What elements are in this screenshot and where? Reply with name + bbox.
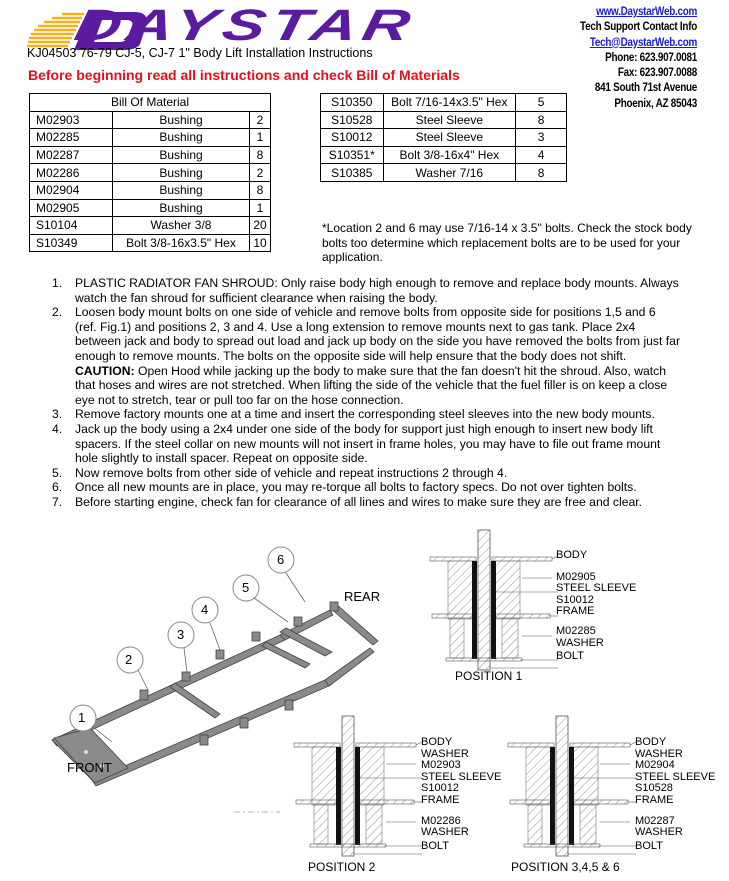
instruction-step bbox=[30, 466, 680, 481]
label-steel-sleeve: STEEL SLEEVE bbox=[421, 770, 502, 783]
label-steel-sleeve: STEEL SLEEVE bbox=[556, 582, 637, 595]
table-header-row bbox=[30, 94, 271, 112]
step-number: 2. bbox=[52, 305, 63, 320]
fax-number: Fax: 623.907.0088 bbox=[617, 67, 697, 80]
label-lower-bushing: M02285 bbox=[556, 624, 596, 637]
part-number: M02903 bbox=[30, 111, 113, 129]
label-bolt: BOLT bbox=[421, 839, 449, 852]
instruction-step bbox=[30, 480, 680, 495]
instruction-step bbox=[30, 276, 680, 305]
divider-line bbox=[234, 810, 284, 814]
step-number: 6. bbox=[52, 480, 63, 495]
bill-of-material-table-left bbox=[29, 93, 271, 252]
front-label: FRONT bbox=[67, 760, 112, 775]
step-number: 1. bbox=[52, 276, 63, 290]
address-line-2: Phoenix, AZ 85043 bbox=[614, 97, 697, 110]
website-link[interactable]: www.DaystarWeb.com bbox=[596, 6, 697, 18]
table-row bbox=[30, 129, 271, 147]
part-number: M02285 bbox=[30, 129, 113, 147]
contact-block bbox=[580, 5, 697, 112]
label-bushing: M02904 bbox=[635, 759, 675, 772]
table-row bbox=[321, 94, 567, 112]
diagram-labels bbox=[556, 550, 636, 663]
body-mount-cross-section-icon bbox=[294, 716, 424, 866]
instruction-list bbox=[30, 276, 680, 510]
label-washer: WASHER bbox=[635, 747, 683, 760]
step-number: 7. bbox=[52, 494, 63, 509]
label-frame: FRAME bbox=[635, 793, 674, 806]
part-number: S10350 bbox=[321, 94, 384, 112]
label-steel-sleeve: STEEL SLEEVE bbox=[635, 770, 716, 783]
label-bushing: M02905 bbox=[556, 570, 596, 583]
table-row bbox=[321, 164, 567, 182]
label-washer: WASHER bbox=[421, 747, 469, 760]
part-qty: 20 bbox=[250, 217, 271, 235]
step-number: 4. bbox=[52, 421, 63, 436]
step-text: Before starting engine, check fan for clearance of all lines and wires to make sure they are free and clear. bbox=[75, 494, 643, 509]
step-number: 3. bbox=[52, 407, 63, 422]
part-description: Washer 7/16 bbox=[383, 164, 516, 182]
part-description: Bolt 7/16-14x3.5" Hex bbox=[383, 94, 516, 112]
part-description: Bushing bbox=[113, 129, 250, 147]
part-description: Washer 3/8 bbox=[113, 217, 250, 235]
part-qty: 1 bbox=[250, 199, 271, 217]
warning-banner: Before beginning read all instructions and check Bill of Materials bbox=[28, 67, 460, 83]
table-row bbox=[30, 181, 271, 199]
diagram-caption: POSITION 2 bbox=[308, 860, 376, 874]
table-row bbox=[30, 217, 271, 235]
part-number: S10349 bbox=[30, 234, 113, 252]
label-washer: WASHER bbox=[556, 636, 604, 649]
part-qty: 4 bbox=[516, 146, 567, 164]
part-number: M02904 bbox=[30, 181, 113, 199]
caution-label: CAUTION: bbox=[75, 363, 135, 378]
email-link[interactable]: Tech@DaystarWeb.com bbox=[589, 36, 697, 49]
rear-label: REAR bbox=[344, 589, 381, 604]
table-row bbox=[30, 234, 271, 252]
callout-1: 1 bbox=[78, 710, 86, 725]
table-row bbox=[321, 111, 567, 129]
label-lower-bushing: M02287 bbox=[635, 814, 675, 827]
part-qty: 2 bbox=[250, 111, 271, 129]
part-number: S10385 bbox=[321, 164, 384, 182]
part-description: Bushing bbox=[113, 111, 250, 129]
callout-3: 3 bbox=[177, 627, 185, 642]
part-number: M02905 bbox=[30, 199, 113, 217]
label-bolt: BOLT bbox=[556, 650, 584, 663]
bill-of-material-table-right bbox=[320, 93, 567, 182]
part-qty: 8 bbox=[516, 111, 567, 129]
callout-6: 6 bbox=[277, 552, 285, 567]
diagram-labels bbox=[421, 737, 501, 852]
label-lower-bushing: M02286 bbox=[421, 814, 461, 827]
part-qty: 1 bbox=[250, 129, 271, 147]
table-row bbox=[30, 111, 271, 129]
instruction-step bbox=[30, 407, 680, 422]
step-text: PLASTIC RADIATOR FAN SHROUD: Only raise body high enough to remove and replace body mounts. Always watch the fan shroud for sufficient clearance when raising the body. bbox=[75, 276, 679, 305]
part-description: Bushing bbox=[113, 146, 250, 164]
part-number: S10528 bbox=[321, 111, 384, 129]
part-number: M02287 bbox=[30, 146, 113, 164]
part-description: Bolt 3/8-16x3.5" Hex bbox=[113, 234, 250, 252]
logo-text: DAYSTAR bbox=[70, 1, 421, 50]
step-text: Loosen body mount bolts on one side of vehicle and remove bolts from opposite side for positions 1,5 and 6 (ref. Fig.1) and positions 2, 3 and 4. Use a long extension to remove mounts next to gas tank. Place 2x4 between jack and body to spread out load and jack up body on the side you have removed the bolts from just far enough to remove mounts. The bolts on the opposite side will help ensure that the body does not shift. bbox=[75, 305, 681, 363]
body-mount-cross-section-icon bbox=[430, 530, 560, 680]
label-body: BODY bbox=[635, 736, 667, 748]
table-title: Bill Of Material bbox=[30, 94, 271, 112]
part-number: M02286 bbox=[30, 164, 113, 182]
diagram-caption: POSITION 1 bbox=[455, 669, 523, 683]
part-qty: 8 bbox=[250, 146, 271, 164]
step-text: Jack up the body using a 2x4 under one side of the body for support just high enough to insert new body lift spacers. If the steel collar on new mounts will not insert in frame holes, you may have to file out frame mount hole slightly to install spacer. Repeat on opposite side. bbox=[75, 421, 661, 466]
body-mount-cross-section-icon bbox=[508, 716, 638, 866]
part-qty: 2 bbox=[250, 164, 271, 182]
phone-number: Phone: 623.907.0081 bbox=[605, 51, 697, 64]
table-row bbox=[321, 146, 567, 164]
address-line-1: 841 South 71st Avenue bbox=[594, 82, 697, 95]
part-description: Bushing bbox=[113, 164, 250, 182]
diagram-caption: POSITION 3,4,5 & 6 bbox=[511, 860, 620, 874]
instruction-step bbox=[30, 422, 680, 466]
table-row bbox=[30, 164, 271, 182]
callout-2: 2 bbox=[125, 652, 133, 667]
part-qty: 8 bbox=[250, 181, 271, 199]
part-description: Bushing bbox=[113, 181, 250, 199]
instruction-step bbox=[30, 495, 680, 510]
label-sleeve-part: S10012 bbox=[556, 593, 594, 606]
label-body: BODY bbox=[556, 549, 588, 561]
table-row bbox=[321, 129, 567, 147]
step-text: Remove factory mounts one at a time and insert the corresponding steel sleeves into the new body mounts. bbox=[75, 407, 655, 422]
step-number: 5. bbox=[52, 465, 63, 480]
step-text: Now remove bolts from other side of vehicle and repeat instructions 2 through 4. bbox=[75, 465, 508, 480]
part-number: S10351* bbox=[321, 146, 384, 164]
table-row bbox=[30, 146, 271, 164]
bolt-footnote: *Location 2 and 6 may use 7/16-14 x 3.5" bolts. Check the stock body bolts too determine which replacement bolts are to be used for your application. bbox=[322, 221, 692, 264]
table-row bbox=[30, 199, 271, 217]
callout-4: 4 bbox=[201, 602, 209, 617]
part-number: S10012 bbox=[321, 129, 384, 147]
label-bushing: M02903 bbox=[421, 759, 461, 772]
part-description: Steel Sleeve bbox=[383, 111, 516, 129]
label-lower-washer: WASHER bbox=[421, 826, 469, 839]
part-description: Bolt 3/8-16x4" Hex bbox=[383, 146, 516, 164]
callout-5: 5 bbox=[242, 580, 250, 595]
part-qty: 8 bbox=[516, 164, 567, 182]
part-qty: 3 bbox=[516, 129, 567, 147]
part-description: Bushing bbox=[113, 199, 250, 217]
label-frame: FRAME bbox=[556, 605, 595, 618]
part-description: Steel Sleeve bbox=[383, 129, 516, 147]
document-subtitle: KJ04503 76-79 CJ-5, CJ-7 1" Body Lift Installation Instructions bbox=[27, 46, 373, 60]
label-bolt: BOLT bbox=[635, 839, 663, 852]
part-number: S10104 bbox=[30, 217, 113, 235]
contact-heading: Tech Support Contact Info bbox=[580, 21, 697, 34]
label-body: BODY bbox=[421, 736, 453, 748]
label-lower-washer: WASHER bbox=[635, 826, 683, 839]
diagram-labels bbox=[635, 737, 715, 852]
label-sleeve-part: S10528 bbox=[635, 782, 673, 795]
step-text: Once all new mounts are in place, you may re-torque all bolts to factory specs. Do not over tighten bolts. bbox=[75, 480, 637, 495]
label-sleeve-part: S10012 bbox=[421, 782, 459, 795]
instruction-step bbox=[30, 305, 680, 407]
part-qty: 10 bbox=[250, 234, 271, 252]
part-qty: 5 bbox=[516, 94, 567, 112]
caution-text: Open Hood while jacking up the body to make sure that the fan doesn't hit the shroud. Also, watch that hoses and wires are not stretched. When lifting the side of the vehicle that the fuel filler is on keep a close eye not to stretch, tear or pull too far on the hose connection. bbox=[75, 363, 668, 407]
label-frame: FRAME bbox=[421, 793, 460, 806]
